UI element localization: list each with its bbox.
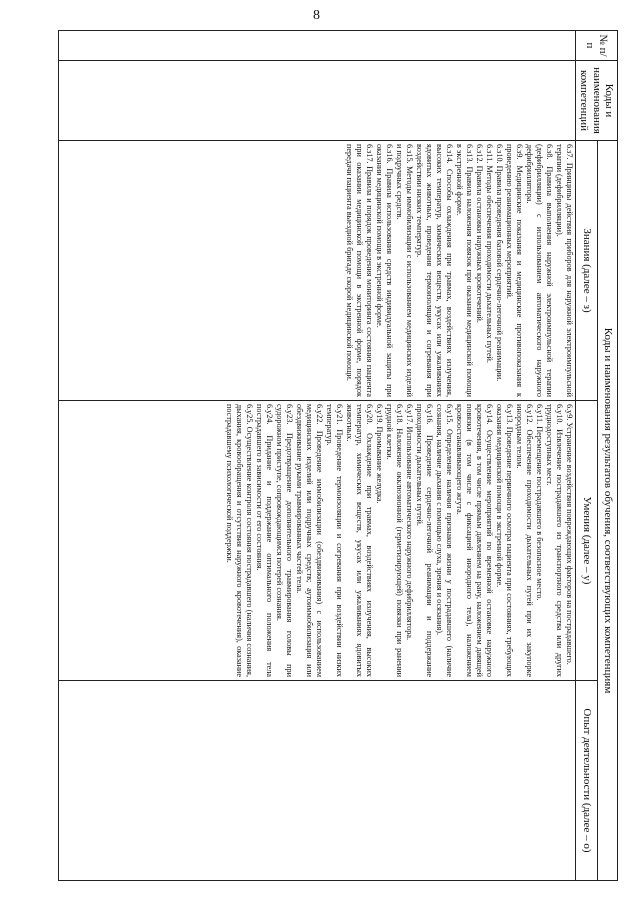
skill-item: 6.у9. Устранение воздействия повреждающих факторов на пострадавшего.: [565, 404, 574, 665]
skill-item: 6.у20. Охлаждение при травмах, воздействиях излучения, высоких температур, химических веществ, укусах или ужаливаниях ядовитых животных.: [345, 404, 374, 677]
skill-item: 6.у22. Проведение иммобилизации (обездвиживания) с использованием медицинских изделий или подручных средств; аутоиммобилизация или обездвиживание руками травмированных частей тела.: [295, 404, 324, 677]
skill-item: 6.у23. Предотвращение дополнительного травмирования головы при судорожном приступе, сопровождающимся потерей сознания.: [275, 404, 294, 677]
knowledge-item: 6.з15. Методы иммобилизации с использованием медицинских изделий и подручных средств.: [395, 144, 414, 397]
skills-list: [224, 404, 574, 677]
competency-table: [58, 30, 618, 881]
knowledge-item: 6.з16. Правила использования средств индивидуальной защиты при оказании медицинской помощи в экстренной форме.: [375, 144, 394, 397]
knowledge-item: 6.з12. Правила остановки наружных кровотечений.: [475, 144, 484, 323]
header-skills: Умения (далее – у): [576, 401, 598, 681]
row-competency-cell: [59, 61, 576, 141]
header-knowledge: Знания (далее – з): [576, 141, 598, 401]
skill-item: 6.у11. Перемещение пострадавшего в безопасное место.: [535, 404, 544, 601]
skill-item: 6.у17. Использование автоматического наружного дефибриллятора.: [405, 404, 414, 641]
experience-cell: [59, 681, 576, 881]
page-number: 8: [313, 8, 320, 23]
header-learning-outcomes: Коды и наименования результатов обучения, соответствующих компетенциям: [598, 141, 618, 881]
skill-item: 6.у21. Проведение термоизоляции и согревания при воздействии низких температур.: [325, 404, 344, 677]
skill-item: 6.у25. Осуществление контроля состояния пострадавшего (наличия сознания, дыхания, кровообращения и отсутствия наружного кровотечения), оказание пострадавшему психологической поддержки.: [225, 404, 254, 677]
knowledge-item: 6.з7. Принципы действия приборов для наружной электроимпульсной терапии (дефибрилляции).: [555, 144, 574, 397]
skill-item: 6.у15. Определение наличия признаков жизни у пострадавшего (наличие сознания, наличие дыхания с помощью слуха, зрения и осязания).: [435, 404, 454, 677]
knowledge-item: 6.з13. Правила наложения повязок при оказании медицинской помощи в экстренной форме.: [455, 144, 474, 397]
skill-item: 6.у19. Промывание желудка.: [375, 404, 384, 504]
header-competency-codes: Коды и наименования компетенций: [576, 61, 618, 141]
knowledge-item: 6.з8. Правила выполнения наружной электроимпульсной терапии (дефибрилляции) с использованием автоматического наружного дефибриллятора.: [525, 144, 554, 397]
skill-item: 6.у14. Осуществление мероприятий по временной остановке наружного кровотечения, в том числе прямым давлением на рану, наложением давящей повязки (в том числе с фиксацией инородного тела), наложением кровоостанавливающего жгута.: [455, 404, 494, 677]
skill-item: 6.у10. Извлечение пострадавшего из транспортного средства или других труднодоступных мест.: [545, 404, 564, 677]
header-number: № п/п: [576, 31, 618, 61]
knowledge-item: 6.з11. Методы обеспечения проходимости дыхательных путей.: [485, 144, 494, 363]
knowledge-item: 6.з10. Правила проведения базовой сердечно-легочной реанимации.: [495, 144, 504, 382]
knowledge-cell: [59, 141, 576, 401]
rotated-page-body: [58, 30, 618, 880]
header-experience: Опыт деятельности (далее – о): [576, 681, 598, 881]
knowledge-item: 6.з14. Способы охлаждения при травмах, воздействиях излучения, высоких температур, химических веществ, укусах или ужаливаниях ядовитых животных, проведения термоизоляции и согревания при воздействии низких температур.: [415, 144, 454, 397]
skill-item: 6.у13. Проведение первичного осмотра пациента при состояниях, требующих оказания медицинской помощи в экстренной форме.: [495, 404, 514, 677]
skills-cell: [59, 401, 576, 681]
knowledge-item: 6.з17. Правила и порядок проведения мониторинга состояния пациента при оказании медицинской помощи в экстренной форме, порядок передачи пациента выездной бригаде скорой медицинской помощи.: [345, 144, 374, 397]
knowledge-item: 6.з9. Медицинские показания и медицинские противопоказания к проведению реанимационных мероприятий.: [505, 144, 524, 397]
skill-item: 6.у18. Наложение окклюзионной (герметизирующей) повязки при ранении грудной клетки.: [385, 404, 404, 677]
skill-item: 6.у16. Проведение сердечно-легочной реанимации и поддержание проходимости дыхательных путей.: [415, 404, 434, 677]
skill-item: 6.у12. Обеспечение проходимости дыхательных путей при их закупорке инородным телом.: [515, 404, 534, 677]
knowledge-list: [344, 144, 574, 397]
row-number-cell: [59, 31, 576, 61]
skill-item: 6.у24. Придание и поддержание оптимального положения тела пострадавшего в зависимости от его состояния.: [255, 404, 274, 677]
